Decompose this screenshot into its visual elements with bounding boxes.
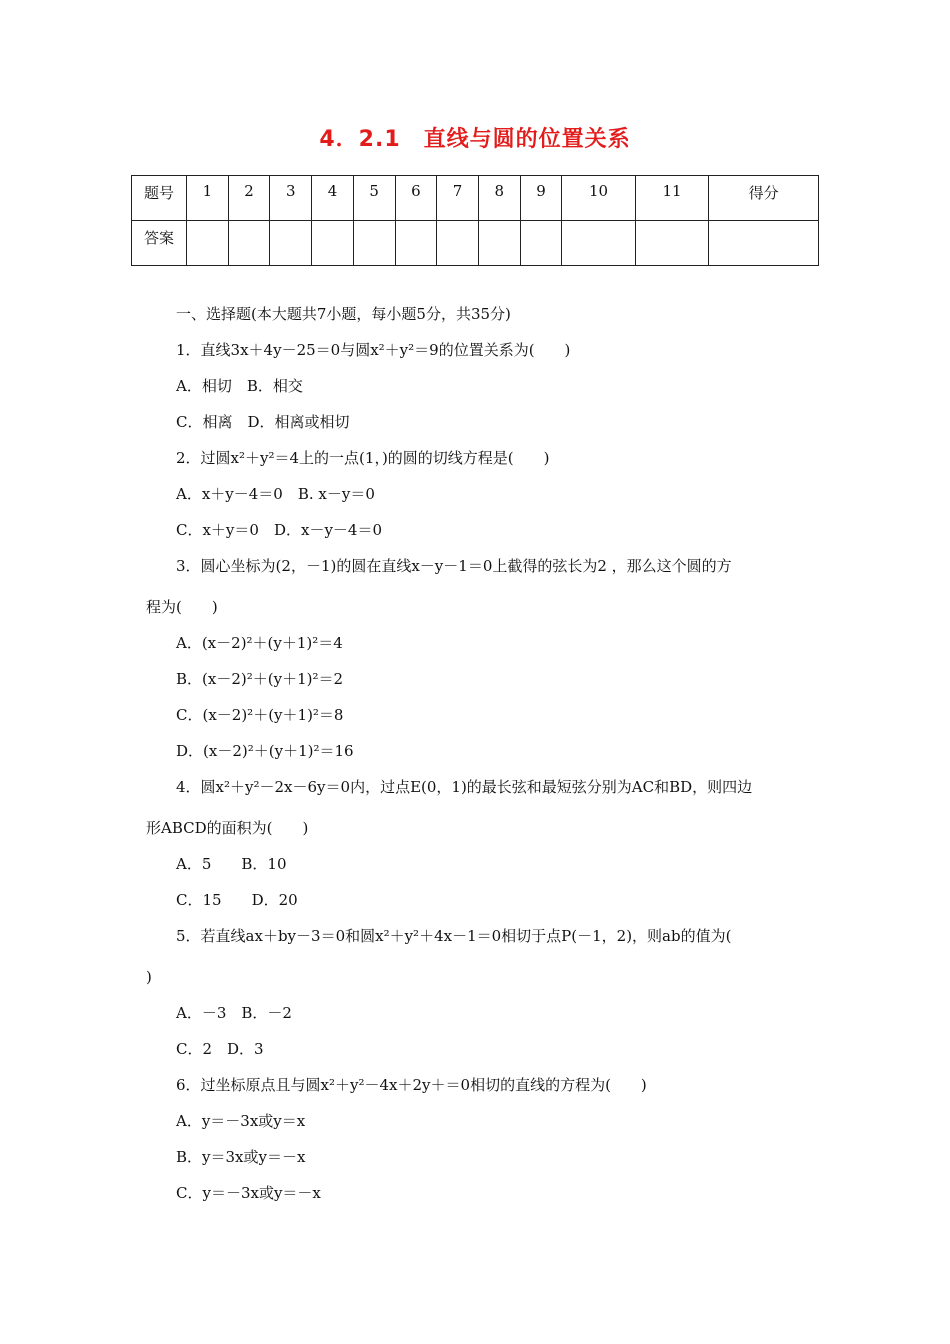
question-number-cell: 4 — [312, 176, 354, 221]
question-text: 2．过圆x²＋y²＝4上的一点(1，)的圆的切线方程是( ) — [176, 449, 550, 467]
option-line: C．y＝－3x或y＝－x — [176, 1184, 321, 1202]
option-line: B．(x－2)²＋(y＋1)²＝2 — [176, 670, 344, 688]
option-line: A．5 B．10 — [176, 855, 287, 873]
score-label-cell: 得分 — [709, 176, 819, 221]
option-line: C．x＋y＝0 D．x－y－4＝0 — [176, 521, 383, 539]
answer-cell[interactable] — [635, 221, 708, 266]
question-number-cell: 11 — [635, 176, 708, 221]
answer-cell[interactable] — [187, 221, 229, 266]
answer-cell[interactable] — [395, 221, 437, 266]
score-table — [131, 175, 819, 266]
question-number-cell: 1 — [187, 176, 229, 221]
option-line: A．相切 B．相交 — [176, 377, 303, 395]
question-number-cell: 9 — [520, 176, 562, 221]
question-text: 5．若直线ax＋by－3＝0和圆x²＋y²＋4x－1＝0相切于点P(－1，2)，则ab的值为( — [176, 927, 732, 945]
option-line: A．(x－2)²＋(y＋1)²＝4 — [176, 634, 343, 652]
answer-cell[interactable] — [270, 221, 312, 266]
question-text: 3．圆心坐标为(2，－1)的圆在直线x－y－1＝0上截得的弦长为2 ，那么这个圆的方 — [176, 557, 732, 575]
answer-cell[interactable] — [562, 221, 635, 266]
question-number-cell: 2 — [228, 176, 270, 221]
option-line: C．(x－2)²＋(y＋1)²＝8 — [176, 706, 344, 724]
option-line: C．相离 D．相离或相切 — [176, 413, 350, 431]
question-number-cell: 6 — [395, 176, 437, 221]
question-number-cell: 8 — [478, 176, 520, 221]
table-row-numbers — [132, 176, 819, 221]
row-label-answer: 答案 — [132, 221, 187, 266]
question-number-cell: 10 — [562, 176, 635, 221]
answer-cell[interactable] — [437, 221, 479, 266]
question-text: 4．圆x²＋y²－2x－6y＝0内，过点E(0，1)的最长弦和最短弦分别为AC和BD，则四边 — [176, 778, 753, 796]
row-label-question-number: 题号 — [132, 176, 187, 221]
section-heading: 一、选择题(本大题共7小题，每小题5分，共35分) — [176, 305, 511, 323]
question-number-cell: 7 — [437, 176, 479, 221]
answer-cell[interactable] — [520, 221, 562, 266]
option-line: C．2 D．3 — [176, 1040, 264, 1058]
option-line: A．y＝－3x或y＝x — [176, 1112, 306, 1130]
option-line: D．(x－2)²＋(y＋1)²＝16 — [176, 742, 354, 760]
option-line: C．15 D．20 — [176, 891, 298, 909]
option-line: A．x＋y－4＝0 B. x－y＝0 — [176, 485, 375, 503]
option-line: A．－3 B．－2 — [176, 1004, 292, 1022]
answer-cell[interactable] — [353, 221, 395, 266]
answer-cell[interactable] — [478, 221, 520, 266]
score-cell[interactable] — [709, 221, 819, 266]
answer-cell[interactable] — [228, 221, 270, 266]
answer-cell[interactable] — [312, 221, 354, 266]
question-text: 6．过坐标原点且与圆x²＋y²－4x＋2y＋＝0相切的直线的方程为( ) — [176, 1076, 647, 1094]
question-text-continued: 形ABCD的面积为( ) — [146, 819, 309, 837]
question-text-continued: 程为( ) — [146, 598, 218, 616]
table-row-answers — [132, 221, 819, 266]
question-text-continued: ) — [146, 968, 152, 986]
question-number-cell: 5 — [353, 176, 395, 221]
page-title: 4．2.1 直线与圆的位置关系 — [319, 127, 631, 152]
question-number-cell: 3 — [270, 176, 312, 221]
option-line: B．y＝3x或y＝－x — [176, 1148, 306, 1166]
question-text: 1．直线3x＋4y－25＝0与圆x²＋y²＝9的位置关系为( ) — [176, 341, 571, 359]
